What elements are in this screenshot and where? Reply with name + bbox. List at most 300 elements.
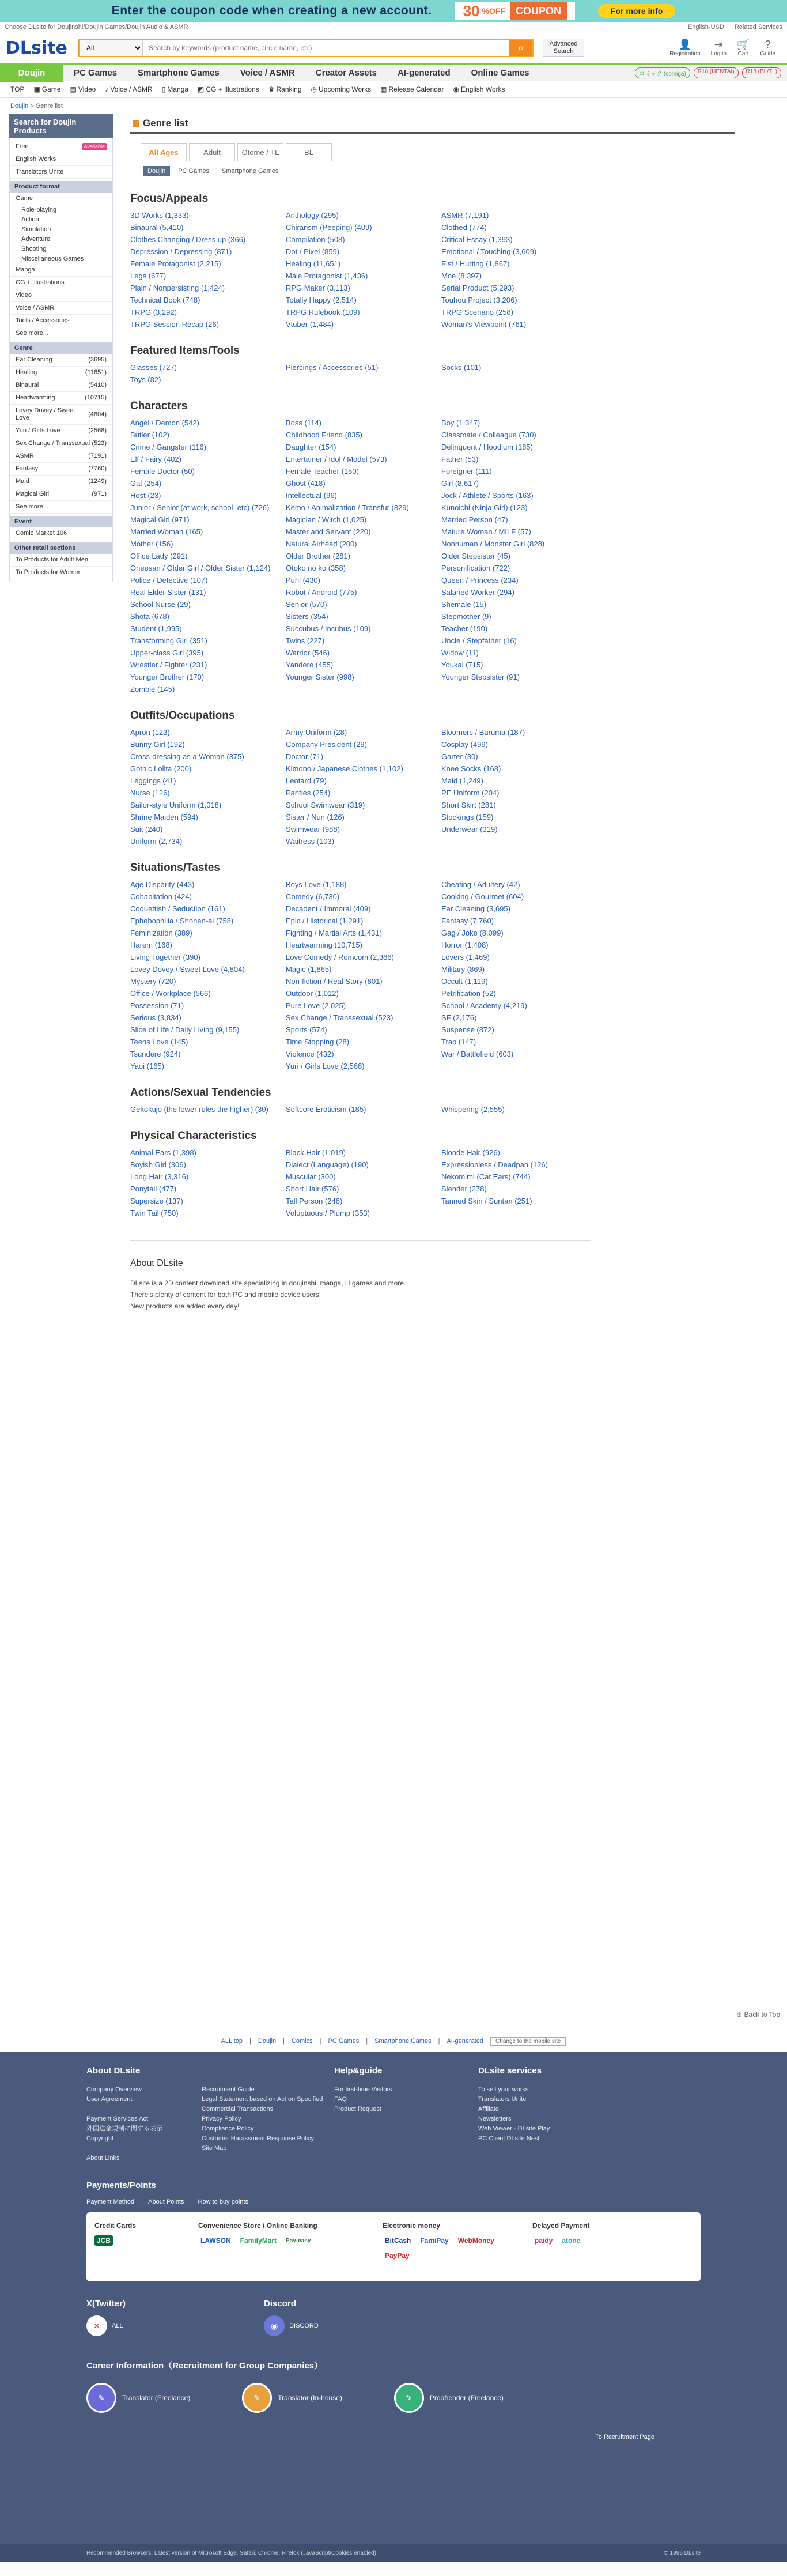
genre-link[interactable]: Violence (432)	[286, 1050, 334, 1058]
sidebar-format-item[interactable]: Shooting	[21, 246, 47, 252]
subtab-smartphone[interactable]: Smartphone Games	[221, 168, 279, 175]
genre-link[interactable]: TRPG Session Recap (26)	[130, 320, 219, 329]
genre-link[interactable]: Totally Happy (2,514)	[286, 296, 357, 304]
genre-link[interactable]: Cheating / Adultery (42)	[441, 880, 520, 889]
footer-link[interactable]: Web Viewer - DLsite Play	[478, 2125, 550, 2132]
sidebar-genre-item[interactable]	[10, 354, 112, 367]
genre-link[interactable]: Touhou Project (3,206)	[441, 296, 517, 304]
genre-link[interactable]: RPG Maker (3,113)	[286, 284, 350, 292]
footer-link[interactable]: Payment Services Act	[86, 2115, 148, 2122]
subnav-game[interactable]	[33, 85, 60, 93]
genre-link[interactable]: Time Stopping (28)	[286, 1038, 350, 1046]
subnav-top[interactable]: TOP	[10, 85, 25, 93]
genre-link[interactable]: Petrification (52)	[441, 989, 496, 998]
footer-link[interactable]: Site Map	[202, 2145, 227, 2152]
genre-link[interactable]: Kimono / Japanese Clothes (1,102)	[286, 764, 403, 773]
genre-link[interactable]: Fist / Hurting (1,867)	[441, 259, 510, 268]
tag-r18-bltl[interactable]: R18 (BL/TL)	[742, 67, 781, 78]
genre-link[interactable]: Black Hair (1,019)	[286, 1148, 346, 1157]
sidebar-event-item[interactable]: Comic Market 106	[10, 527, 112, 540]
genre-link[interactable]: Senior (570)	[286, 600, 327, 609]
genre-link[interactable]: Heartwarming (10,715)	[286, 941, 362, 949]
subnav-ranking[interactable]	[268, 85, 302, 93]
genre-link[interactable]: Leggings (41)	[130, 776, 176, 785]
genre-link[interactable]: Nurse (126)	[130, 789, 170, 797]
genre-link[interactable]: Succubus / Incubus (109)	[286, 624, 371, 633]
genre-link[interactable]: Slice of Life / Daily Living (9,155)	[130, 1025, 240, 1034]
genre-link[interactable]: School Swimwear (319)	[286, 801, 365, 809]
genre-link[interactable]: Oneesan / Older Girl / Older Sister (1,124)	[130, 564, 271, 572]
search-button[interactable]	[509, 40, 532, 56]
genre-link[interactable]: Intellectual (96)	[286, 491, 337, 500]
genre-link[interactable]: Student (1,995)	[130, 624, 182, 633]
banner-more-button[interactable]: For more info	[598, 4, 675, 18]
genre-link[interactable]: Tsundere (924)	[130, 1050, 181, 1058]
sidebar-format-item[interactable]: Simulation	[21, 226, 51, 233]
genre-link[interactable]: Ephebophilia / Shonen-ai (758)	[130, 917, 234, 925]
subnav-cg[interactable]	[198, 85, 259, 93]
subnav-video[interactable]	[70, 85, 96, 93]
sidebar-format-item[interactable]: Game	[10, 193, 112, 205]
sidebar-see-more-genre[interactable]: See more...	[10, 501, 112, 514]
genre-link[interactable]: Cooking / Gourmet (604)	[441, 892, 524, 901]
buy-points-link[interactable]: How to buy points	[198, 2198, 248, 2205]
genre-link[interactable]: Gekokujo (the lower rules the higher) (30)	[130, 1105, 268, 1114]
genre-link[interactable]: Company President (29)	[286, 740, 367, 749]
search-scope-select[interactable]	[80, 40, 143, 56]
genre-link[interactable]: Piercings / Accessories (51)	[286, 363, 379, 372]
subnav-english[interactable]	[453, 85, 505, 93]
genre-link[interactable]: Robot / Android (775)	[286, 588, 357, 597]
back-to-top[interactable]	[736, 2011, 780, 2019]
footer-link[interactable]: PC Client DLsite Nest	[478, 2135, 540, 2142]
genre-link[interactable]: Otoko no ko (358)	[286, 564, 346, 572]
cat-voice-asmr[interactable]: Voice / ASMR	[240, 67, 295, 78]
genre-link[interactable]: Elf / Fairy (402)	[130, 455, 181, 463]
search-input[interactable]	[143, 40, 509, 56]
genre-link[interactable]: Serial Product (5,293)	[441, 284, 514, 292]
promo-banner[interactable]	[0, 0, 787, 22]
genre-link[interactable]: Depression / Depressing (871)	[130, 247, 232, 256]
genre-link[interactable]: Tall Person (248)	[286, 1197, 343, 1205]
site-logo[interactable]: DLsite	[6, 37, 67, 58]
genre-link[interactable]: Uniform (2,734)	[130, 837, 183, 846]
tag-r18-hentai[interactable]: R18 (HENTAI)	[694, 67, 739, 78]
genre-link[interactable]: Feminization (389)	[130, 929, 192, 937]
mobile-site-button[interactable]: Change to the mobile site	[490, 2037, 566, 2046]
login-button[interactable]	[711, 39, 727, 57]
genre-link[interactable]: Trap (147)	[441, 1038, 476, 1046]
sidebar-genre-item[interactable]	[10, 450, 112, 463]
genre-link[interactable]: Short Hair (576)	[286, 1185, 339, 1193]
x-link[interactable]	[86, 2315, 126, 2336]
genre-link[interactable]: Softcore Eroticism (185)	[286, 1105, 366, 1114]
genre-link[interactable]: Salaried Worker (294)	[441, 588, 514, 597]
footer-link[interactable]: 外国送金規制に関する表示	[86, 2125, 162, 2132]
tab-all-ages[interactable]: All Ages	[141, 143, 187, 161]
genre-link[interactable]: Lovey Dovey / Sweet Love (4,804)	[130, 965, 245, 974]
registration-button[interactable]	[669, 39, 700, 57]
sidebar-genre-item[interactable]	[10, 425, 112, 437]
subtab-pc-games[interactable]: PC Games	[178, 168, 209, 175]
genre-link[interactable]: Mother (156)	[130, 540, 173, 548]
sidebar-genre-item[interactable]	[10, 476, 112, 488]
genre-link[interactable]: Healing (11,651)	[286, 259, 341, 268]
genre-link[interactable]: Blonde Hair (926)	[441, 1148, 500, 1157]
genre-link[interactable]: Doctor (71)	[286, 752, 324, 761]
advanced-search-button[interactable]: Advanced Search	[543, 39, 584, 57]
genre-link[interactable]: Sisters (354)	[286, 612, 328, 621]
related-services-link[interactable]: Related Services	[734, 24, 782, 31]
genre-link[interactable]: Muscular (300)	[286, 1172, 336, 1181]
genre-link[interactable]: Personification (722)	[441, 564, 510, 572]
about-points-link[interactable]: About Points	[148, 2198, 184, 2205]
genre-link[interactable]: Cross-dressing as a Woman (375)	[130, 752, 244, 761]
sidebar-format-item[interactable]: Video	[10, 289, 112, 302]
genre-link[interactable]: Master and Servant (220)	[286, 527, 371, 536]
genre-link[interactable]: Decadent / Immoral (409)	[286, 904, 371, 913]
genre-link[interactable]: Female Teacher (150)	[286, 467, 359, 476]
genre-link[interactable]: School / Academy (4,219)	[441, 1001, 527, 1010]
footer-link[interactable]: To sell your works	[478, 2086, 529, 2093]
genre-link[interactable]: Office Lady (291)	[130, 552, 188, 560]
genre-link[interactable]: Tanned Skin / Suntan (251)	[441, 1197, 532, 1205]
sidebar-format-item[interactable]: Voice / ASMR	[10, 302, 112, 315]
subnav-manga[interactable]	[162, 85, 188, 93]
genre-link[interactable]: Yuri / Girls Love (2,568)	[286, 1062, 365, 1070]
genre-link[interactable]: ASMR (7,191)	[441, 211, 489, 220]
genre-link[interactable]: Possession (71)	[130, 1001, 184, 1010]
footer-link[interactable]: Recruitment Guide	[202, 2086, 255, 2093]
genre-link[interactable]: Sex Change / Transsexual (523)	[286, 1013, 394, 1022]
genre-link[interactable]: Butler (102)	[130, 431, 169, 439]
footnav-pc[interactable]: PC Games	[328, 2038, 360, 2045]
genre-link[interactable]: Dialect (Language) (190)	[286, 1160, 369, 1169]
genre-link[interactable]: Puni (430)	[286, 576, 320, 584]
sidebar-genre-item[interactable]	[10, 488, 112, 501]
genre-link[interactable]: TRPG Scenario (258)	[441, 308, 513, 316]
guide-button[interactable]	[760, 39, 775, 57]
genre-link[interactable]: Garter (30)	[441, 752, 478, 761]
genre-link[interactable]: Queen / Princess (234)	[441, 576, 519, 584]
footer-link[interactable]: About Links	[86, 2155, 120, 2162]
genre-link[interactable]: PE Uniform (204)	[441, 789, 500, 797]
tab-bl[interactable]: BL	[286, 143, 332, 161]
genre-link[interactable]: Younger Brother (170)	[130, 673, 205, 681]
genre-link[interactable]: Office / Workplace (566)	[130, 989, 211, 998]
genre-link[interactable]: Yaoi (165)	[130, 1062, 165, 1070]
genre-link[interactable]: Serious (3,834)	[130, 1013, 181, 1022]
genre-link[interactable]: Love Comedy / Romcom (2,386)	[286, 953, 394, 961]
cat-ai-generated[interactable]: AI-generated	[397, 67, 451, 78]
genre-link[interactable]: Stepmother (9)	[441, 612, 491, 621]
footer-link[interactable]: Affiliate	[478, 2106, 499, 2113]
genre-link[interactable]: Widow (11)	[441, 648, 479, 657]
genre-link[interactable]: Panties (254)	[286, 789, 331, 797]
genre-link[interactable]: Gag / Joke (8,099)	[441, 929, 504, 937]
cat-doujin[interactable]: Doujin	[0, 65, 63, 82]
genre-link[interactable]: Ear Cleaning (3,695)	[441, 904, 510, 913]
career-proofreader[interactable]	[394, 2383, 504, 2413]
genre-link[interactable]: Horror (1,408)	[441, 941, 489, 949]
genre-link[interactable]: 3D Works (1,333)	[130, 211, 189, 220]
genre-link[interactable]: Teacher (190)	[441, 624, 488, 633]
genre-link[interactable]: Suit (240)	[130, 825, 163, 833]
sidebar-translators[interactable]: Translators Unite	[10, 166, 112, 179]
genre-link[interactable]: Fighting / Martial Arts (1,431)	[286, 929, 382, 937]
genre-link[interactable]: Younger Sister (998)	[286, 673, 354, 681]
genre-link[interactable]: Binaural (5,410)	[130, 223, 184, 232]
sidebar-format-item[interactable]: Action	[21, 216, 39, 223]
genre-link[interactable]: Cohabitation (424)	[130, 892, 192, 901]
subnav-upcoming[interactable]	[311, 85, 372, 93]
genre-link[interactable]: Bunny Girl (192)	[130, 740, 185, 749]
genre-link[interactable]: Jock / Athlete / Sports (163)	[441, 491, 534, 500]
genre-link[interactable]: Living Together (390)	[130, 953, 200, 961]
genre-link[interactable]: Mystery (720)	[130, 977, 176, 986]
sidebar-see-more[interactable]: See more...	[10, 327, 112, 340]
genre-link[interactable]: Maid (1,249)	[441, 776, 483, 785]
genre-link[interactable]: Girl (8,617)	[441, 479, 479, 488]
genre-link[interactable]: Suspense (872)	[441, 1025, 494, 1034]
genre-link[interactable]: Twin Tail (750)	[130, 1209, 179, 1217]
genre-link[interactable]: Magical Girl (971)	[130, 515, 190, 524]
sidebar-women[interactable]: To Products for Women	[10, 567, 112, 579]
genre-link[interactable]: Ghost (418)	[286, 479, 326, 488]
discord-link[interactable]	[264, 2315, 319, 2336]
footer-link[interactable]: Compliance Policy	[202, 2125, 254, 2132]
genre-link[interactable]: Non-fiction / Real Story (801)	[286, 977, 383, 986]
genre-link[interactable]: Long Hair (3,316)	[130, 1172, 189, 1181]
footer-link[interactable]: User Agreement	[86, 2096, 133, 2103]
genre-link[interactable]: Clothed (774)	[441, 223, 487, 232]
genre-link[interactable]: Pure Love (2,025)	[286, 1001, 346, 1010]
genre-link[interactable]: Wrestler / Fighter (231)	[130, 661, 207, 669]
genre-link[interactable]: Military (869)	[441, 965, 485, 974]
genre-link[interactable]: Army Uniform (28)	[286, 728, 347, 737]
genre-link[interactable]: Dot / Pixel (859)	[286, 247, 340, 256]
genre-link[interactable]: Chirarism (Peeping) (409)	[286, 223, 372, 232]
genre-link[interactable]: Boy (1,347)	[441, 418, 480, 427]
genre-link[interactable]: Animal Ears (1,398)	[130, 1148, 196, 1157]
genre-link[interactable]: Bloomers / Buruma (187)	[441, 728, 525, 737]
genre-link[interactable]: Natural Airhead (200)	[286, 540, 357, 548]
genre-link[interactable]: Older Brother (281)	[286, 552, 350, 560]
footnav-doujin[interactable]: Doujin	[258, 2038, 277, 2045]
subnav-calendar[interactable]	[380, 85, 444, 93]
genre-link[interactable]: Junior / Senior (at work, school, etc) (726)	[130, 503, 270, 512]
footnav-smartphone[interactable]: Smartphone Games	[374, 2038, 432, 2045]
genre-link[interactable]: Sister / Nun (126)	[286, 813, 345, 821]
genre-link[interactable]: Entertainer / Idol / Model (573)	[286, 455, 387, 463]
genre-link[interactable]: Vtuber (1,484)	[286, 320, 334, 329]
genre-link[interactable]: Uncle / Stepfather (16)	[441, 636, 517, 645]
cat-smartphone-games[interactable]: Smartphone Games	[138, 67, 220, 78]
genre-link[interactable]: War / Battlefield (603)	[441, 1050, 514, 1058]
genre-link[interactable]: Occult (1,119)	[441, 977, 488, 986]
genre-link[interactable]: Emotional / Touching (3,609)	[441, 247, 537, 256]
genre-link[interactable]: Nonhuman / Monster Girl (828)	[441, 540, 545, 548]
genre-link[interactable]: Zombie (145)	[130, 685, 175, 693]
genre-link[interactable]: Shota (678)	[130, 612, 169, 621]
genre-link[interactable]: Boys Love (1,188)	[286, 880, 347, 889]
genre-link[interactable]: Underwear (319)	[441, 825, 498, 833]
genre-link[interactable]: Teens Love (145)	[130, 1038, 188, 1046]
genre-link[interactable]: Cosplay (499)	[441, 740, 488, 749]
genre-link[interactable]: TRPG Rulebook (109)	[286, 308, 360, 316]
genre-link[interactable]: Real Elder Sister (131)	[130, 588, 206, 597]
tab-otome[interactable]: Otome / TL	[237, 143, 283, 161]
genre-link[interactable]: Nekomimi (Cat Ears) (744)	[441, 1172, 531, 1181]
genre-link[interactable]: Slender (278)	[441, 1185, 487, 1193]
cat-pc-games[interactable]: PC Games	[74, 67, 118, 78]
tab-adult[interactable]: Adult	[189, 143, 235, 161]
genre-link[interactable]: Gothic Lolita (200)	[130, 764, 192, 773]
genre-link[interactable]: Waitress (103)	[286, 837, 335, 846]
genre-link[interactable]: Upper-class Girl (395)	[130, 648, 204, 657]
footer-link[interactable]: FAQ	[334, 2096, 347, 2103]
cat-creator-assets[interactable]: Creator Assets	[315, 67, 377, 78]
genre-link[interactable]: Kemo / Animalization / Transfur (829)	[286, 503, 409, 512]
genre-link[interactable]: Daughter (154)	[286, 443, 336, 451]
footer-link[interactable]: Company Overview	[86, 2086, 142, 2093]
genre-link[interactable]: Twins (227)	[286, 636, 325, 645]
genre-link[interactable]: Apron (123)	[130, 728, 170, 737]
genre-link[interactable]: Technical Book (748)	[130, 296, 200, 304]
breadcrumb-doujin[interactable]: Doujin	[10, 103, 29, 110]
footer-link[interactable]: Privacy Policy	[202, 2115, 241, 2122]
genre-link[interactable]: Father (53)	[441, 455, 479, 463]
genre-link[interactable]: Comedy (6,730)	[286, 892, 340, 901]
footnav-comics[interactable]: Comics	[291, 2038, 313, 2045]
sidebar-format-item[interactable]: CG + Illustrations	[10, 277, 112, 289]
genre-link[interactable]: Legs (677)	[130, 271, 167, 280]
genre-link[interactable]: Socks (101)	[441, 363, 482, 372]
subnav-voice[interactable]	[105, 85, 152, 93]
career-translator-inhouse[interactable]	[242, 2383, 342, 2413]
genre-link[interactable]: Youkai (715)	[441, 661, 483, 669]
footer-link[interactable]: For first-time Visitors	[334, 2086, 392, 2093]
genre-link[interactable]: Yandere (455)	[286, 661, 334, 669]
genre-link[interactable]: Magician / Witch (1,025)	[286, 515, 367, 524]
genre-link[interactable]: Coquettish / Seduction (161)	[130, 904, 225, 913]
footnav-ai[interactable]: AI-generated	[447, 2038, 484, 2045]
sidebar-adult-men[interactable]: To Products for Adult Men	[10, 554, 112, 567]
tag-comiga[interactable]: コミック (comiga)	[635, 67, 690, 78]
genre-link[interactable]: Stockings (159)	[441, 813, 494, 821]
footer-link[interactable]: Legal Statement based on Act on Specified Commercial Transactions	[202, 2096, 323, 2113]
genre-link[interactable]: Outdoor (1,012)	[286, 989, 339, 998]
genre-link[interactable]: Moe (8,397)	[441, 271, 482, 280]
career-translator-freelance[interactable]	[86, 2383, 190, 2413]
genre-link[interactable]: Angel / Demon (542)	[130, 418, 199, 427]
genre-link[interactable]: Glasses (727)	[130, 363, 177, 372]
genre-link[interactable]: Younger Stepsister (91)	[441, 673, 520, 681]
sidebar-genre-item[interactable]	[10, 437, 112, 450]
sidebar-free[interactable]	[10, 141, 112, 153]
genre-link[interactable]: Compilation (508)	[286, 235, 345, 244]
genre-link[interactable]: Host (23)	[130, 491, 161, 500]
sidebar-genre-item[interactable]	[10, 405, 112, 425]
sidebar-format-item[interactable]: Miscellaneous Games	[21, 255, 84, 262]
sidebar-format-item[interactable]: Role-playing	[21, 206, 57, 213]
genre-link[interactable]: Crime / Gangster (116)	[130, 443, 206, 451]
genre-link[interactable]: Expressionless / Deadpan (126)	[441, 1160, 548, 1169]
genre-link[interactable]: Police / Detective (107)	[130, 576, 208, 584]
genre-link[interactable]: Anthology (295)	[286, 211, 339, 220]
genre-link[interactable]: Supersize (137)	[130, 1197, 183, 1205]
genre-link[interactable]: Knee Socks (168)	[441, 764, 501, 773]
genre-link[interactable]: Warrior (546)	[286, 648, 330, 657]
genre-link[interactable]: Boss (114)	[286, 418, 321, 427]
recruitment-link[interactable]: To Recruitment Page	[595, 2434, 654, 2441]
genre-link[interactable]: Married Person (47)	[441, 515, 508, 524]
payment-method-link[interactable]: Payment Method	[86, 2198, 135, 2205]
genre-link[interactable]: Swimwear (988)	[286, 825, 340, 833]
sidebar-genre-item[interactable]	[10, 379, 112, 392]
genre-link[interactable]: Sailor-style Uniform (1,018)	[130, 801, 222, 809]
sidebar-format-item[interactable]: Tools / Accessories	[10, 315, 112, 327]
genre-link[interactable]: Toys (82)	[130, 375, 161, 384]
genre-link[interactable]: Clothes Changing / Dress up (366)	[130, 235, 246, 244]
genre-link[interactable]: Male Protagonist (1,436)	[286, 271, 368, 280]
genre-link[interactable]: TRPG (3,292)	[130, 308, 177, 316]
genre-link[interactable]: Mature Woman / MILF (57)	[441, 527, 531, 536]
footer-link[interactable]: Copyright	[86, 2135, 114, 2142]
language-select[interactable]: English-USD	[687, 24, 724, 31]
genre-link[interactable]: Plain / Nonpersisting (1,424)	[130, 284, 225, 292]
genre-link[interactable]: Female Doctor (50)	[130, 467, 195, 476]
genre-link[interactable]: Ponytail (477)	[130, 1185, 177, 1193]
genre-link[interactable]: Age Disparity (443)	[130, 880, 195, 889]
genre-link[interactable]: Magic (1,865)	[286, 965, 332, 974]
genre-link[interactable]: Epic / Historical (1,291)	[286, 917, 364, 925]
sidebar-genre-item[interactable]	[10, 392, 112, 405]
genre-link[interactable]: Married Woman (165)	[130, 527, 203, 536]
genre-link[interactable]: Childhood Friend (835)	[286, 431, 362, 439]
genre-link[interactable]: Short Skirt (281)	[441, 801, 496, 809]
genre-link[interactable]: Boyish Girl (306)	[130, 1160, 186, 1169]
cat-online-games[interactable]: Online Games	[471, 67, 529, 78]
genre-link[interactable]: Gal (254)	[130, 479, 162, 488]
sidebar-genre-item[interactable]	[10, 367, 112, 379]
sidebar-english[interactable]: English Works	[10, 153, 112, 166]
genre-link[interactable]: School Nurse (29)	[130, 600, 191, 609]
genre-link[interactable]: Sports (574)	[286, 1025, 327, 1034]
genre-link[interactable]: Leotard (79)	[286, 776, 327, 785]
footer-link[interactable]: Newsletters	[478, 2115, 512, 2122]
genre-link[interactable]: Older Stepsister (45)	[441, 552, 510, 560]
sidebar-genre-item[interactable]	[10, 463, 112, 476]
genre-link[interactable]: Harem (168)	[130, 941, 172, 949]
genre-link[interactable]: Lovers (1,469)	[441, 953, 490, 961]
footer-link[interactable]: Translators Unite	[478, 2096, 527, 2103]
genre-link[interactable]: Woman's Viewpoint (761)	[441, 320, 527, 329]
sidebar-format-item[interactable]: Manga	[10, 264, 112, 277]
genre-link[interactable]: Shemale (15)	[441, 600, 487, 609]
genre-link[interactable]: Kunoichi (Ninja Girl) (123)	[441, 503, 528, 512]
genre-link[interactable]: Fantasy (7,760)	[441, 917, 494, 925]
genre-link[interactable]: Classmate / Colleague (730)	[441, 431, 536, 439]
subtab-doujin[interactable]: Doujin	[143, 166, 170, 176]
genre-link[interactable]: Whispering (2,555)	[441, 1105, 505, 1114]
genre-link[interactable]: Shrine Maiden (594)	[130, 813, 198, 821]
genre-link[interactable]: Transforming Girl (351)	[130, 636, 207, 645]
sidebar-format-item[interactable]: Adventure	[21, 236, 51, 243]
genre-link[interactable]: Female Protagonist (2,215)	[130, 259, 221, 268]
genre-link[interactable]: SF (2,176)	[441, 1013, 477, 1022]
footer-link[interactable]: Product Request	[334, 2106, 381, 2113]
